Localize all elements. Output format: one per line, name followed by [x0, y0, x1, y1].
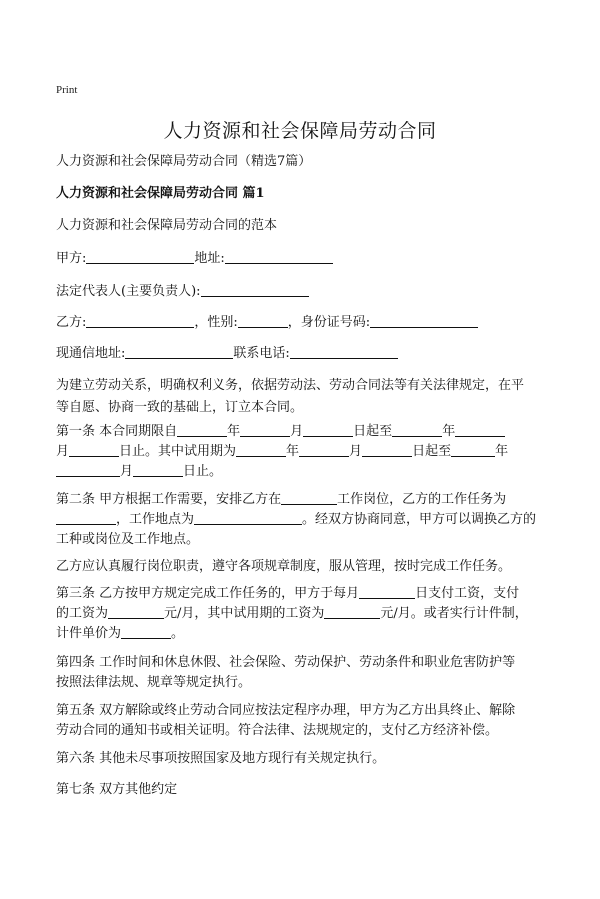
- month-label: 月: [349, 444, 363, 459]
- article-2-task: 工作岗位，乙方的工作任务为: [337, 492, 507, 507]
- gender-blank[interactable]: [238, 313, 288, 328]
- article-5-line-1: 第五条 双方解除或终止劳动合同应按法定程序办理，甲方为乙方出具终止、解除: [56, 703, 516, 718]
- gender-label: ，性别:: [194, 315, 238, 330]
- article-1-line-1: [56, 421, 556, 443]
- article-5-line-2: 劳动合同的通知书或相关证明。符合法律、法规规定的，支付乙方经济补偿。: [56, 723, 499, 738]
- article-3-unit-price: 计件单价为: [56, 626, 122, 641]
- party-b-blank[interactable]: [86, 313, 194, 328]
- article-1-text: 第一条 本合同期限自: [56, 424, 178, 439]
- preamble-line-2: 等自愿、协商一致的基础上，订立本合同。: [56, 400, 304, 415]
- from-label: 日起至: [412, 444, 452, 459]
- article-6-line: 第六条 其他未尽事项按照国家及地方现行有关规定执行。: [56, 751, 386, 766]
- party-a-blank[interactable]: [86, 249, 194, 264]
- year-label: 年: [286, 444, 300, 459]
- location-blank[interactable]: [194, 510, 302, 525]
- print-link[interactable]: Print: [56, 84, 78, 96]
- article-4-line-2: 按照法律法规、规章等规定执行。: [56, 675, 252, 690]
- trial-end-month-blank[interactable]: [56, 462, 120, 477]
- article-3-text: 第三条 乙方按甲方规定完成工作任务的，甲方于每月: [56, 586, 360, 601]
- legal-rep-label: 法定代表人(主要负责人):: [56, 284, 201, 299]
- article-3-pay: 日支付工资，支付: [415, 586, 520, 601]
- article-3-end: 。: [171, 626, 185, 641]
- year-label: 年: [442, 424, 456, 439]
- trial-end-year-blank[interactable]: [451, 442, 495, 457]
- article-4-line-1: 第四条 工作时间和休息休假、社会保险、劳动保护、劳动条件和职业危害防护等: [56, 655, 516, 670]
- phone-label: 联系电话:: [233, 346, 290, 361]
- trial-end-day-blank[interactable]: [133, 462, 183, 477]
- article-3-trial-wage: 元/月，其中试用期的工资为: [164, 606, 325, 621]
- month-label: 月: [290, 424, 304, 439]
- contact-line: [56, 343, 556, 365]
- article-3-wage: 的工资为: [56, 606, 109, 621]
- article-2-location: ，工作地点为: [116, 512, 195, 527]
- position-blank[interactable]: [281, 490, 337, 505]
- end-year-blank[interactable]: [392, 422, 442, 437]
- month-label: 月: [120, 464, 134, 479]
- trial-start-day-blank[interactable]: [362, 442, 412, 457]
- year-label: 年: [227, 424, 241, 439]
- document-title: 人力资源和社会保障局劳动合同: [163, 120, 437, 142]
- preamble-line-1: 为建立劳动关系，明确权利义务，依据劳动法、劳动合同法等有关法律规定，在平: [56, 378, 525, 393]
- start-day-blank[interactable]: [303, 422, 353, 437]
- unit-price-blank[interactable]: [121, 624, 171, 639]
- article-7-line: 第七条 双方其他约定: [56, 782, 178, 797]
- article-3-line-3: [56, 623, 556, 645]
- address-blank[interactable]: [225, 249, 333, 264]
- article-1-trial: 日止。其中试用期为: [119, 444, 237, 459]
- end-label: 日止。: [183, 464, 223, 479]
- party-a-label: 甲方:: [56, 251, 87, 266]
- intro-text: 人力资源和社会保障局劳动合同的范本: [56, 218, 278, 233]
- duty-line: 乙方应认真履行岗位职责，遵守各项规章制度，服从管理，按时完成工作任务。: [56, 559, 512, 574]
- current-address-label: 现通信地址:: [56, 346, 126, 361]
- article-3-piece: 元/月。或者实行计件制，: [380, 606, 528, 621]
- article-1-line-3: [56, 461, 556, 483]
- party-b-line: [56, 312, 556, 334]
- party-b-label: 乙方:: [56, 315, 87, 330]
- address-label: 地址:: [194, 251, 225, 266]
- end-day-blank[interactable]: [69, 442, 119, 457]
- article-2-text: 第二条 甲方根据工作需要，安排乙方在: [56, 492, 282, 507]
- month-label: 月: [56, 444, 70, 459]
- legal-rep-blank[interactable]: [201, 282, 309, 297]
- from-label: 日起至: [353, 424, 393, 439]
- article-2-adjust: 。经双方协商同意，甲方可以调换乙方的: [302, 512, 537, 527]
- trial-wage-blank[interactable]: [324, 604, 380, 619]
- legal-rep-line: [56, 281, 556, 303]
- article-2-line-2: [56, 509, 556, 531]
- article-1-line-2: [56, 441, 556, 463]
- task-blank[interactable]: [56, 510, 116, 525]
- party-a-line: [56, 248, 556, 270]
- article-2-line-1: [56, 489, 556, 511]
- trial-start-month-blank[interactable]: [299, 442, 349, 457]
- phone-blank[interactable]: [290, 344, 398, 359]
- end-month-blank[interactable]: [455, 422, 505, 437]
- article-3-line-1: [56, 583, 556, 605]
- current-address-blank[interactable]: [125, 344, 233, 359]
- start-month-blank[interactable]: [240, 422, 290, 437]
- trial-start-year-blank[interactable]: [236, 442, 286, 457]
- pay-day-blank[interactable]: [359, 584, 415, 599]
- section-heading: 人力资源和社会保障局劳动合同 篇1: [56, 186, 265, 201]
- article-3-line-2: [56, 603, 556, 625]
- year-label: 年: [495, 444, 509, 459]
- id-number-label: ，身份证号码:: [287, 315, 371, 330]
- wage-blank[interactable]: [108, 604, 164, 619]
- start-year-blank[interactable]: [177, 422, 227, 437]
- subtitle: 人力资源和社会保障局劳动合同（精选7篇）: [56, 154, 312, 169]
- id-number-blank[interactable]: [370, 313, 478, 328]
- article-2-line-3: 工种或岗位及工作地点。: [56, 532, 200, 547]
